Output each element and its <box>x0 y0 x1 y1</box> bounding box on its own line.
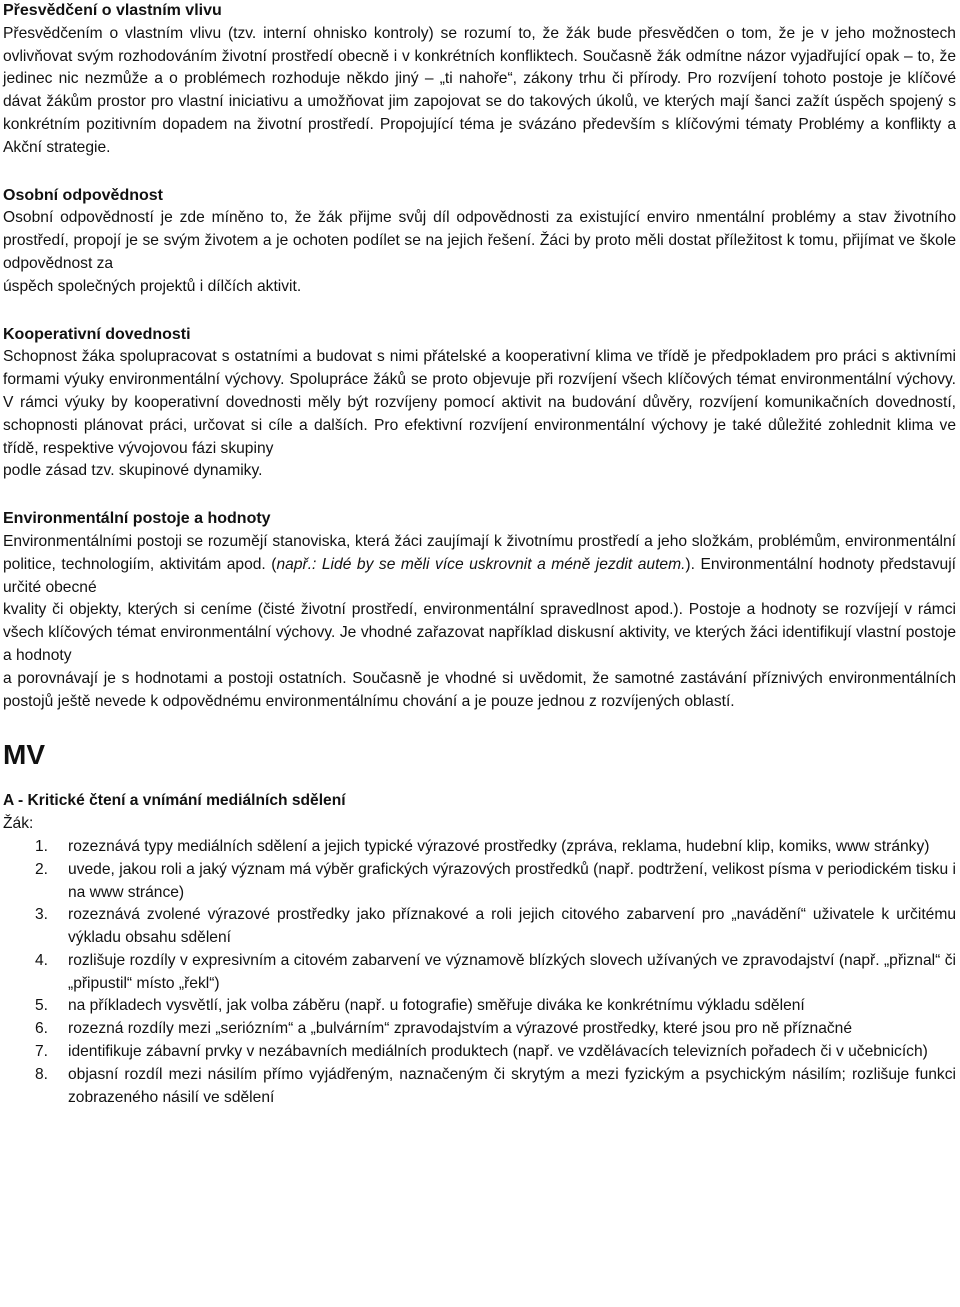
list-text: rozeznává typy mediálních sdělení a jejich typické výrazové prostředky (zpráva, reklama, hudební klip, komiks, www stránky) <box>68 837 930 855</box>
list-text: objasní rozdíl mezi násilím přímo vyjádřeným, naznačeným či skrytým a mezi fyzickým a psychickým násilím; rozlišuje funkci zobrazeného násilí ve sdělení <box>68 1065 956 1106</box>
section-paragraph: Schopnost žáka spolupracovat s ostatními a budovat s nimi přátelské a kooperativní klima ve třídě je předpokladem pro práci s aktivními formami výuky environmentální výchovy. Spolupráce žáků se proto objevuje při rozvíjení všech klíčových témat environmentální výchovy. V rámci výuky by kooperativní dovednosti měly být rozvíjeny pomocí aktivit na budování důvěry, rozvíjení komunikačních dovedností, schopnosti plánovat práci, určovat si cíle a dalších. Pro efektivní rozvíjení environmentální výchovy je také důležité zohlednit klima ve třídě, respektive vývojovou fázi skupiny <box>3 348 956 457</box>
list-item <box>3 904 956 950</box>
section-postoje <box>3 508 956 713</box>
list-number: 6. <box>35 1020 49 1038</box>
list-number: 3. <box>35 906 49 924</box>
list-number: 4. <box>35 951 49 969</box>
section-paragraph: Osobní odpovědností je zde míněno to, že žák přijme svůj díl odpovědnosti za existující enviro nmentální problémy a stav životního prostředí, propojí je se svým životem a je ochoten podílet se na jejich řešení. Žáci by proto měli dostat příležitost k tomu, přijímat ve škole odpovědnost za <box>3 209 956 272</box>
section-paragraph: a porovnávají je s hodnotami a postoji ostatních. Současně je vhodné si uvědomit, že samotné zastávání příznivých environmentálních postojů ještě nevede k odpovědnému environmentálnímu chování a je pouze jednou z rozvíjených oblastí. <box>3 669 956 710</box>
paragraph-text: ). Environmentální hodnoty představují určité obecné <box>3 555 956 596</box>
list-text: identifikuje zábavní prvky v nezábavních mediálních produktech (např. ve vzdělávacích televizních pořadech či v učebnicích) <box>68 1043 928 1061</box>
mv-subtitle: A - Kritické čtení a vnímání mediálních sdělení <box>3 792 346 810</box>
list-number: 1. <box>35 837 49 855</box>
paragraph-text: Environmentálními postoji se rozumějí stanoviska, která žáci zaujímají k životnímu prostředí a jeho složkám, problémům, environmentální politice, technologiím, aktivitám apod. ( <box>3 532 956 573</box>
list-text: na příkladech vysvětlí, jak volba záběru (např. u fotografie) směřuje diváka ke konkrétnímu výkladu sdělení <box>68 997 805 1015</box>
list-text: uvede, jakou roli a jaký význam má výběr grafických výrazových prostředků (např. podtržení, velikost písma v periodickém tisku i na www stránce) <box>68 860 956 901</box>
list-text: rozezná rozdíly mezi „seriózním“ a „bulvárním“ zpravodajstvím a výrazové prostředky, které jsou pro ně příznačné <box>68 1020 853 1038</box>
list-item <box>3 836 956 859</box>
section-vliv <box>3 0 956 160</box>
section-title: Přesvědčení o vlastním vlivu <box>3 2 222 19</box>
section-title: Environmentální postoje a hodnoty <box>3 510 271 528</box>
section-paragraph: úspěch společných projektů i dílčích aktivit. <box>3 277 302 295</box>
list-number: 8. <box>35 1065 49 1083</box>
mv-heading: MV <box>3 739 45 771</box>
section-paragraph: Přesvědčením o vlastním vlivu (tzv. interní ohnisko kontroly) se rozumí to, že žák bude přesvědčen o tom, že je v jeho možnostech ovlivňovat svým rozhodováním životní prostředí obecně i v konkrétních konfliktech. Současně žák odmítne názor vyjadřující opak – to, že jedinec nic nezmůže a o problémech rozhoduje někdo jiný – „ti nahoře“, zákony trhu či přírody. Pro rozvíjení tohoto postoje je klíčové dávat žákům prostor pro vlastní iniciativu a umožňovat jim zapojovat se do takových úkolů, ve kterých mají šanci zažít úspěch spojený s konkrétním pozitivním dopadem na životní prostředí. Propojující téma je svázáno především s klíčovými tématy Problémy a konflikty a Akční strategie. <box>3 24 956 156</box>
section-paragraph: podle zásad tzv. skupinové dynamiky. <box>3 462 263 480</box>
list-item <box>3 1041 956 1064</box>
list-item <box>3 1018 956 1041</box>
list-number: 5. <box>35 997 49 1015</box>
list-item <box>3 1064 956 1110</box>
mv-lead: Žák: <box>3 815 34 833</box>
list-item <box>3 859 956 905</box>
section-paragraph: kvality či objekty, kterých si ceníme (čisté životní prostředí, environmentální spravedlnost apod.). Postoje a hodnoty se rozvíjejí v rámci všech klíčových témat environmentální výchovy. Je vhodné zařazovat například diskusní aktivity, ve kterých žáci identifikují vlastní postoje a hodnoty <box>3 601 956 664</box>
section-odpovednost <box>3 185 956 299</box>
section-kooperativni <box>3 324 956 484</box>
list-text: rozeznává zvolené výrazové prostředky jako příznakové a roli jejich citového zabarvení pro „navádění“ uživatele k určitému výkladu obsahu sdělení <box>68 906 956 947</box>
mv-objectives-list <box>3 836 956 1110</box>
list-item <box>3 995 956 1018</box>
list-number: 2. <box>35 860 49 878</box>
section-title: Kooperativní dovednosti <box>3 325 191 343</box>
list-item <box>3 950 956 996</box>
example-quote: např.: Lidé by se měli více uskrovnit a méně jezdit autem. <box>276 555 686 573</box>
list-text: rozlišuje rozdíly v expresivním a citovém zabarvení ve významově blízkých slovech užívaných ve zpravodajství (např. „přiznal“ či „připustil“ místo „řekl“) <box>68 951 956 992</box>
section-paragraph <box>3 531 956 599</box>
list-number: 7. <box>35 1043 49 1061</box>
section-title: Osobní odpovědnost <box>3 186 163 204</box>
